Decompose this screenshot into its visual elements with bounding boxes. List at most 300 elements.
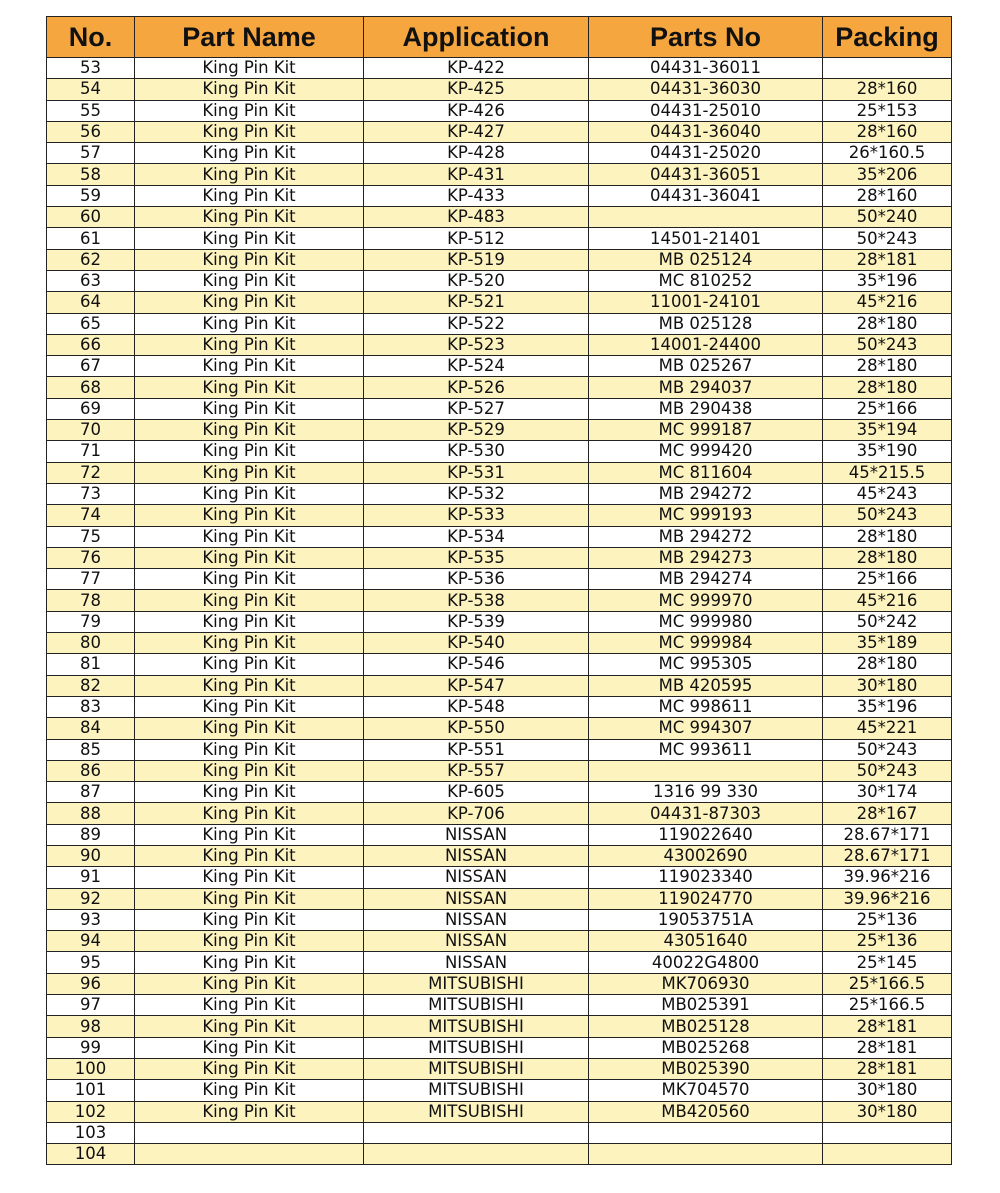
- cell-packing: 28*180: [823, 547, 952, 568]
- cell-application: KP-532: [364, 483, 589, 504]
- cell-application: [364, 1122, 589, 1143]
- table-row: [47, 143, 952, 164]
- cell-parts-no: MC 999187: [589, 420, 823, 441]
- table-row: [47, 270, 952, 291]
- table-row: [47, 973, 952, 994]
- table-row: [47, 228, 952, 249]
- table-row: [47, 611, 952, 632]
- cell-no: 81: [47, 654, 135, 675]
- cell-application: KP-521: [364, 292, 589, 313]
- cell-application: KP-426: [364, 100, 589, 121]
- cell-parts-no: MB420560: [589, 1101, 823, 1122]
- table-row: [47, 526, 952, 547]
- cell-parts-no: MC 999970: [589, 590, 823, 611]
- table-row: [47, 1122, 952, 1143]
- cell-packing: 28.67*171: [823, 845, 952, 866]
- cell-part-name: King Pin Kit: [135, 441, 364, 462]
- cell-part-name: King Pin Kit: [135, 782, 364, 803]
- cell-part-name: King Pin Kit: [135, 228, 364, 249]
- cell-application: KP-523: [364, 334, 589, 355]
- parts-table-sheet: [46, 16, 951, 1165]
- cell-part-name: King Pin Kit: [135, 803, 364, 824]
- cell-parts-no: 40022G4800: [589, 952, 823, 973]
- cell-parts-no: 43051640: [589, 931, 823, 952]
- table-row: [47, 654, 952, 675]
- table-row: [47, 79, 952, 100]
- cell-no: 54: [47, 79, 135, 100]
- cell-part-name: King Pin Kit: [135, 973, 364, 994]
- cell-part-name: King Pin Kit: [135, 1016, 364, 1037]
- table-row: [47, 377, 952, 398]
- cell-no: 60: [47, 207, 135, 228]
- cell-part-name: King Pin Kit: [135, 888, 364, 909]
- cell-part-name: King Pin Kit: [135, 313, 364, 334]
- cell-application: MITSUBISHI: [364, 1037, 589, 1058]
- cell-parts-no: MC 999420: [589, 441, 823, 462]
- cell-packing: 35*196: [823, 270, 952, 291]
- cell-parts-no: 11001-24101: [589, 292, 823, 313]
- cell-no: 103: [47, 1122, 135, 1143]
- cell-application: KP-428: [364, 143, 589, 164]
- cell-parts-no: MC 995305: [589, 654, 823, 675]
- cell-part-name: King Pin Kit: [135, 249, 364, 270]
- table-row: [47, 356, 952, 377]
- cell-parts-no: 04431-36011: [589, 58, 823, 79]
- cell-no: 86: [47, 760, 135, 781]
- cell-application: KP-551: [364, 739, 589, 760]
- cell-parts-no: 04431-36051: [589, 164, 823, 185]
- cell-parts-no: MC 999980: [589, 611, 823, 632]
- cell-application: KP-550: [364, 718, 589, 739]
- cell-part-name: King Pin Kit: [135, 356, 364, 377]
- cell-packing: 39.96*216: [823, 888, 952, 909]
- cell-part-name: King Pin Kit: [135, 611, 364, 632]
- table-row: [47, 441, 952, 462]
- cell-parts-no: [589, 1144, 823, 1165]
- cell-packing: 50*243: [823, 739, 952, 760]
- cell-parts-no: MB 025267: [589, 356, 823, 377]
- cell-application: MITSUBISHI: [364, 1101, 589, 1122]
- cell-application: KP-536: [364, 569, 589, 590]
- cell-part-name: King Pin Kit: [135, 1037, 364, 1058]
- table-row: [47, 547, 952, 568]
- cell-packing: 28*180: [823, 654, 952, 675]
- cell-no: 65: [47, 313, 135, 334]
- cell-application: KP-539: [364, 611, 589, 632]
- cell-no: 71: [47, 441, 135, 462]
- cell-parts-no: MB 294037: [589, 377, 823, 398]
- cell-packing: 28.67*171: [823, 824, 952, 845]
- table-row: [47, 1080, 952, 1101]
- cell-application: KP-530: [364, 441, 589, 462]
- cell-parts-no: 04431-36041: [589, 185, 823, 206]
- cell-application: KP-520: [364, 270, 589, 291]
- cell-no: 64: [47, 292, 135, 313]
- cell-packing: 50*243: [823, 334, 952, 355]
- cell-application: NISSAN: [364, 931, 589, 952]
- cell-part-name: King Pin Kit: [135, 867, 364, 888]
- table-row: [47, 1058, 952, 1079]
- table-row: [47, 1037, 952, 1058]
- table-row: [47, 782, 952, 803]
- cell-no: 70: [47, 420, 135, 441]
- cell-parts-no: MC 999193: [589, 505, 823, 526]
- cell-packing: 35*196: [823, 696, 952, 717]
- cell-no: 63: [47, 270, 135, 291]
- cell-application: NISSAN: [364, 845, 589, 866]
- cell-packing: 28*167: [823, 803, 952, 824]
- cell-parts-no: 14501-21401: [589, 228, 823, 249]
- cell-part-name: King Pin Kit: [135, 696, 364, 717]
- cell-no: 94: [47, 931, 135, 952]
- table-row: [47, 675, 952, 696]
- table-row: [47, 760, 952, 781]
- cell-application: NISSAN: [364, 867, 589, 888]
- cell-application: NISSAN: [364, 888, 589, 909]
- cell-no: 92: [47, 888, 135, 909]
- cell-packing: 30*174: [823, 782, 952, 803]
- cell-no: 78: [47, 590, 135, 611]
- cell-application: KP-526: [364, 377, 589, 398]
- cell-part-name: King Pin Kit: [135, 377, 364, 398]
- cell-application: KP-546: [364, 654, 589, 675]
- cell-no: 53: [47, 58, 135, 79]
- cell-packing: 28*180: [823, 526, 952, 547]
- cell-no: 55: [47, 100, 135, 121]
- table-row: [47, 420, 952, 441]
- table-row: [47, 867, 952, 888]
- cell-no: 87: [47, 782, 135, 803]
- cell-application: KP-519: [364, 249, 589, 270]
- cell-packing: 28*160: [823, 121, 952, 142]
- cell-packing: 28*180: [823, 356, 952, 377]
- cell-no: 59: [47, 185, 135, 206]
- cell-no: 74: [47, 505, 135, 526]
- cell-no: 88: [47, 803, 135, 824]
- cell-part-name: King Pin Kit: [135, 207, 364, 228]
- cell-part-name: King Pin Kit: [135, 931, 364, 952]
- cell-no: 85: [47, 739, 135, 760]
- cell-application: KP-522: [364, 313, 589, 334]
- cell-packing: 25*166: [823, 569, 952, 590]
- cell-part-name: [135, 1144, 364, 1165]
- table-row: [47, 952, 952, 973]
- cell-application: KP-427: [364, 121, 589, 142]
- cell-parts-no: 43002690: [589, 845, 823, 866]
- table-row: [47, 633, 952, 654]
- cell-no: 75: [47, 526, 135, 547]
- cell-parts-no: MC 810252: [589, 270, 823, 291]
- cell-no: 56: [47, 121, 135, 142]
- cell-application: MITSUBISHI: [364, 1016, 589, 1037]
- cell-no: 101: [47, 1080, 135, 1101]
- cell-parts-no: [589, 1122, 823, 1143]
- table-row: [47, 398, 952, 419]
- cell-parts-no: 119022640: [589, 824, 823, 845]
- cell-part-name: King Pin Kit: [135, 185, 364, 206]
- cell-parts-no: MB025128: [589, 1016, 823, 1037]
- header-no: No.: [47, 17, 135, 58]
- cell-application: KP-431: [364, 164, 589, 185]
- cell-packing: 28*160: [823, 79, 952, 100]
- header-application: Application: [364, 17, 589, 58]
- cell-packing: 25*166.5: [823, 973, 952, 994]
- cell-parts-no: MB025391: [589, 995, 823, 1016]
- cell-part-name: King Pin Kit: [135, 100, 364, 121]
- cell-application: KP-533: [364, 505, 589, 526]
- cell-no: 83: [47, 696, 135, 717]
- cell-application: [364, 1144, 589, 1165]
- cell-packing: 28*180: [823, 313, 952, 334]
- cell-parts-no: 1316 99 330: [589, 782, 823, 803]
- cell-part-name: King Pin Kit: [135, 505, 364, 526]
- cell-packing: 50*243: [823, 760, 952, 781]
- cell-no: 61: [47, 228, 135, 249]
- cell-packing: 45*221: [823, 718, 952, 739]
- cell-part-name: King Pin Kit: [135, 1058, 364, 1079]
- cell-no: 66: [47, 334, 135, 355]
- table-row: [47, 1101, 952, 1122]
- cell-part-name: [135, 1122, 364, 1143]
- cell-part-name: King Pin Kit: [135, 1080, 364, 1101]
- cell-packing: 28*181: [823, 1016, 952, 1037]
- cell-part-name: King Pin Kit: [135, 483, 364, 504]
- cell-no: 58: [47, 164, 135, 185]
- cell-application: MITSUBISHI: [364, 1058, 589, 1079]
- cell-part-name: King Pin Kit: [135, 526, 364, 547]
- cell-parts-no: MB 420595: [589, 675, 823, 696]
- cell-no: 62: [47, 249, 135, 270]
- cell-application: KP-512: [364, 228, 589, 249]
- table-row: [47, 313, 952, 334]
- cell-parts-no: 04431-25010: [589, 100, 823, 121]
- table-row: [47, 249, 952, 270]
- cell-parts-no: MB025268: [589, 1037, 823, 1058]
- cell-application: KP-531: [364, 462, 589, 483]
- table-row: [47, 462, 952, 483]
- header-parts-no: Parts No: [589, 17, 823, 58]
- table-row: [47, 334, 952, 355]
- cell-no: 102: [47, 1101, 135, 1122]
- cell-application: KP-483: [364, 207, 589, 228]
- cell-application: KP-535: [364, 547, 589, 568]
- cell-parts-no: 119024770: [589, 888, 823, 909]
- cell-packing: 45*216: [823, 292, 952, 313]
- cell-no: 91: [47, 867, 135, 888]
- cell-application: KP-540: [364, 633, 589, 654]
- cell-parts-no: MB 025128: [589, 313, 823, 334]
- cell-part-name: King Pin Kit: [135, 334, 364, 355]
- cell-parts-no: MB 294272: [589, 526, 823, 547]
- cell-no: 73: [47, 483, 135, 504]
- cell-parts-no: 04431-36030: [589, 79, 823, 100]
- header-packing: Packing: [823, 17, 952, 58]
- cell-packing: 50*242: [823, 611, 952, 632]
- cell-no: 77: [47, 569, 135, 590]
- cell-parts-no: 119023340: [589, 867, 823, 888]
- table-row: [47, 696, 952, 717]
- cell-parts-no: MB025390: [589, 1058, 823, 1079]
- cell-parts-no: MB 294272: [589, 483, 823, 504]
- cell-part-name: King Pin Kit: [135, 420, 364, 441]
- cell-parts-no: 04431-36040: [589, 121, 823, 142]
- cell-application: KP-534: [364, 526, 589, 547]
- cell-no: 104: [47, 1144, 135, 1165]
- cell-part-name: King Pin Kit: [135, 58, 364, 79]
- cell-application: MITSUBISHI: [364, 1080, 589, 1101]
- cell-packing: [823, 58, 952, 79]
- table-row: [47, 483, 952, 504]
- table-row: [47, 909, 952, 930]
- table-row: [47, 569, 952, 590]
- cell-no: 72: [47, 462, 135, 483]
- cell-parts-no: MC 998611: [589, 696, 823, 717]
- cell-packing: 35*194: [823, 420, 952, 441]
- cell-parts-no: 19053751A: [589, 909, 823, 930]
- cell-packing: 45*215.5: [823, 462, 952, 483]
- cell-application: KP-529: [364, 420, 589, 441]
- table-row: [47, 931, 952, 952]
- cell-part-name: King Pin Kit: [135, 824, 364, 845]
- cell-packing: 35*206: [823, 164, 952, 185]
- cell-parts-no: MB 290438: [589, 398, 823, 419]
- cell-application: NISSAN: [364, 824, 589, 845]
- table-header-row: [47, 17, 952, 58]
- table-row: [47, 121, 952, 142]
- cell-packing: 35*190: [823, 441, 952, 462]
- cell-parts-no: MC 811604: [589, 462, 823, 483]
- cell-part-name: King Pin Kit: [135, 292, 364, 313]
- cell-parts-no: MC 994307: [589, 718, 823, 739]
- cell-packing: 28*181: [823, 1037, 952, 1058]
- cell-parts-no: MC 993611: [589, 739, 823, 760]
- cell-parts-no: 14001-24400: [589, 334, 823, 355]
- cell-application: KP-422: [364, 58, 589, 79]
- table-row: [47, 718, 952, 739]
- cell-packing: 28*181: [823, 1058, 952, 1079]
- table-row: [47, 1144, 952, 1165]
- cell-application: KP-425: [364, 79, 589, 100]
- cell-packing: 45*243: [823, 483, 952, 504]
- cell-packing: 25*136: [823, 931, 952, 952]
- cell-parts-no: [589, 207, 823, 228]
- table-row: [47, 505, 952, 526]
- cell-parts-no: MK706930: [589, 973, 823, 994]
- cell-parts-no: 04431-87303: [589, 803, 823, 824]
- cell-application: KP-605: [364, 782, 589, 803]
- table-row: [47, 185, 952, 206]
- cell-part-name: King Pin Kit: [135, 143, 364, 164]
- cell-parts-no: MB 294273: [589, 547, 823, 568]
- cell-no: 89: [47, 824, 135, 845]
- table-row: [47, 58, 952, 79]
- cell-packing: 45*216: [823, 590, 952, 611]
- table-row: [47, 100, 952, 121]
- cell-packing: 50*243: [823, 228, 952, 249]
- cell-part-name: King Pin Kit: [135, 569, 364, 590]
- cell-part-name: King Pin Kit: [135, 952, 364, 973]
- table-row: [47, 1016, 952, 1037]
- cell-no: 82: [47, 675, 135, 696]
- cell-packing: 50*240: [823, 207, 952, 228]
- cell-packing: 35*189: [823, 633, 952, 654]
- cell-parts-no: 04431-25020: [589, 143, 823, 164]
- header-part-name: Part Name: [135, 17, 364, 58]
- cell-application: KP-548: [364, 696, 589, 717]
- cell-application: KP-557: [364, 760, 589, 781]
- cell-packing: 25*166: [823, 398, 952, 419]
- table-row: [47, 803, 952, 824]
- cell-packing: 30*180: [823, 1101, 952, 1122]
- cell-no: 90: [47, 845, 135, 866]
- cell-packing: 28*180: [823, 377, 952, 398]
- cell-packing: 28*181: [823, 249, 952, 270]
- table-row: [47, 292, 952, 313]
- cell-application: KP-538: [364, 590, 589, 611]
- cell-part-name: King Pin Kit: [135, 675, 364, 696]
- cell-part-name: King Pin Kit: [135, 121, 364, 142]
- cell-application: KP-706: [364, 803, 589, 824]
- cell-no: 93: [47, 909, 135, 930]
- cell-part-name: King Pin Kit: [135, 760, 364, 781]
- cell-no: 69: [47, 398, 135, 419]
- cell-no: 76: [47, 547, 135, 568]
- cell-no: 67: [47, 356, 135, 377]
- table-row: [47, 207, 952, 228]
- cell-part-name: King Pin Kit: [135, 633, 364, 654]
- cell-part-name: King Pin Kit: [135, 462, 364, 483]
- cell-packing: 26*160.5: [823, 143, 952, 164]
- cell-no: 80: [47, 633, 135, 654]
- table-row: [47, 164, 952, 185]
- cell-packing: 30*180: [823, 1080, 952, 1101]
- cell-part-name: King Pin Kit: [135, 654, 364, 675]
- cell-packing: 30*180: [823, 675, 952, 696]
- cell-application: KP-527: [364, 398, 589, 419]
- cell-parts-no: [589, 760, 823, 781]
- cell-packing: [823, 1144, 952, 1165]
- cell-application: KP-433: [364, 185, 589, 206]
- table-row: [47, 888, 952, 909]
- cell-no: 95: [47, 952, 135, 973]
- cell-application: KP-524: [364, 356, 589, 377]
- cell-part-name: King Pin Kit: [135, 79, 364, 100]
- cell-part-name: King Pin Kit: [135, 1101, 364, 1122]
- table-body: [47, 58, 952, 1165]
- cell-packing: 25*145: [823, 952, 952, 973]
- cell-packing: 25*166.5: [823, 995, 952, 1016]
- cell-application: NISSAN: [364, 909, 589, 930]
- cell-part-name: King Pin Kit: [135, 164, 364, 185]
- cell-packing: 28*160: [823, 185, 952, 206]
- cell-part-name: King Pin Kit: [135, 547, 364, 568]
- cell-parts-no: MB 025124: [589, 249, 823, 270]
- cell-packing: [823, 1122, 952, 1143]
- cell-no: 79: [47, 611, 135, 632]
- cell-no: 99: [47, 1037, 135, 1058]
- table-row: [47, 824, 952, 845]
- cell-no: 57: [47, 143, 135, 164]
- cell-packing: 25*153: [823, 100, 952, 121]
- cell-part-name: King Pin Kit: [135, 845, 364, 866]
- cell-parts-no: MK704570: [589, 1080, 823, 1101]
- cell-no: 68: [47, 377, 135, 398]
- cell-packing: 25*136: [823, 909, 952, 930]
- cell-part-name: King Pin Kit: [135, 909, 364, 930]
- table-row: [47, 739, 952, 760]
- cell-no: 84: [47, 718, 135, 739]
- cell-no: 100: [47, 1058, 135, 1079]
